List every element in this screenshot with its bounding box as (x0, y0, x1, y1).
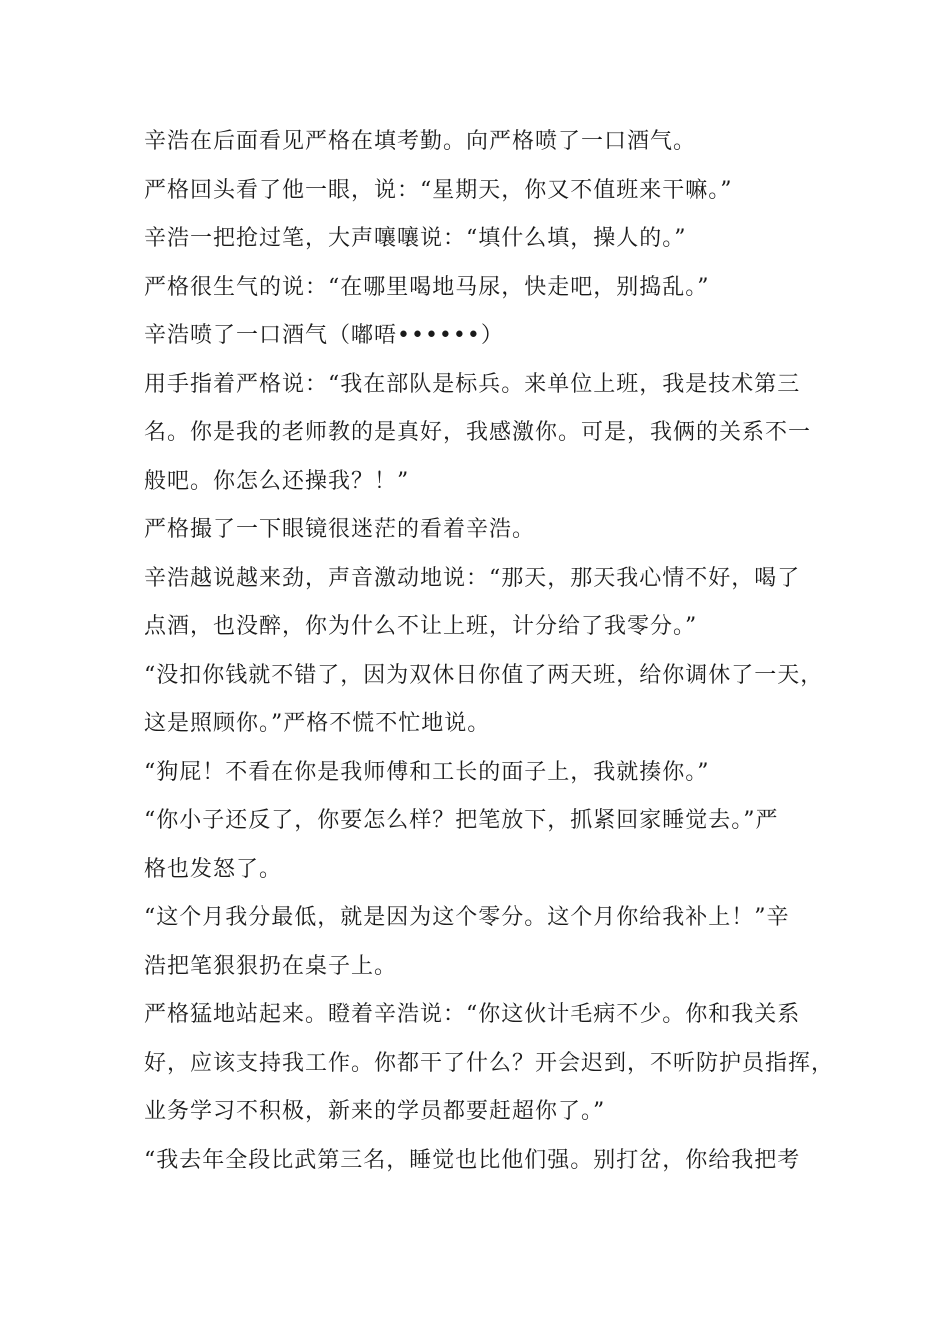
text-line: 业务学习不积极，新来的学员都要赶超你了。” (144, 1099, 606, 1124)
text-line: 严格很生气的说：“在哪里喝地马尿，快走吧，别捣乱。” (144, 274, 710, 300)
text-line: 用手指着严格说：“我在部队是标兵。来单位上班，我是技术第三 (144, 371, 801, 397)
text-line: 严格撮了一下眼镜很迷茫的看着辛浩。 (144, 517, 536, 542)
text-line: 辛浩越说越来劲，声音激动地说：“那天，那天我心情不好，喝了 (144, 565, 801, 591)
text-line: 格也发怒了。 (144, 856, 283, 882)
text-line: 浩把笔狠狠扔在桌子上。 (144, 953, 398, 979)
text-line: 般吧。你怎么还操我？！” (144, 468, 410, 494)
text-line: “你小子还反了，你要怎么样？把笔放下，抓紧回家睡觉去。”严 (144, 808, 779, 833)
text-line: “我去年全段比武第三名，睡觉也比他们强。别打岔，你给我把考 (144, 1147, 801, 1173)
text-line: 名。你是我的老师教的是真好，我感激你。可是，我俩的关系不一 (144, 420, 812, 445)
text-line: “狗屁！不看在你是我师傅和工长的面子上，我就揍你。” (144, 759, 710, 785)
text-line: 好，应该支持我工作。你都干了什么？开会迟到，不听防护员指挥， (144, 1050, 835, 1076)
text-line: 辛浩一把抢过笔，大声嚷嚷说：“填什么填，操人的。” (144, 226, 687, 251)
text-line: 辛浩喷了一口酒气（嘟唔••••••） (144, 323, 504, 348)
text-line: 严格回头看了他一眼，说：“星期天，你又不值班来干嘛。” (144, 177, 733, 203)
text-line: “这个月我分最低，就是因为这个零分。这个月你给我补上！”辛 (144, 905, 790, 930)
document-body (144, 118, 835, 1185)
text-line: 这是照顾你。”严格不慌不忙地说。 (144, 711, 491, 736)
text-line: “没扣你钱就不错了，因为双休日你值了两天班，给你调休了一天， (144, 662, 824, 688)
text-line: 点酒，也没醉，你为什么不让上班，计分给了我零分。” (144, 614, 698, 639)
text-line: 严格猛地站起来。瞪着辛浩说：“你这伙计毛病不少。你和我关系 (144, 1002, 801, 1027)
text-line: 辛浩在后面看见严格在填考勤。向严格喷了一口酒气。 (144, 129, 697, 154)
